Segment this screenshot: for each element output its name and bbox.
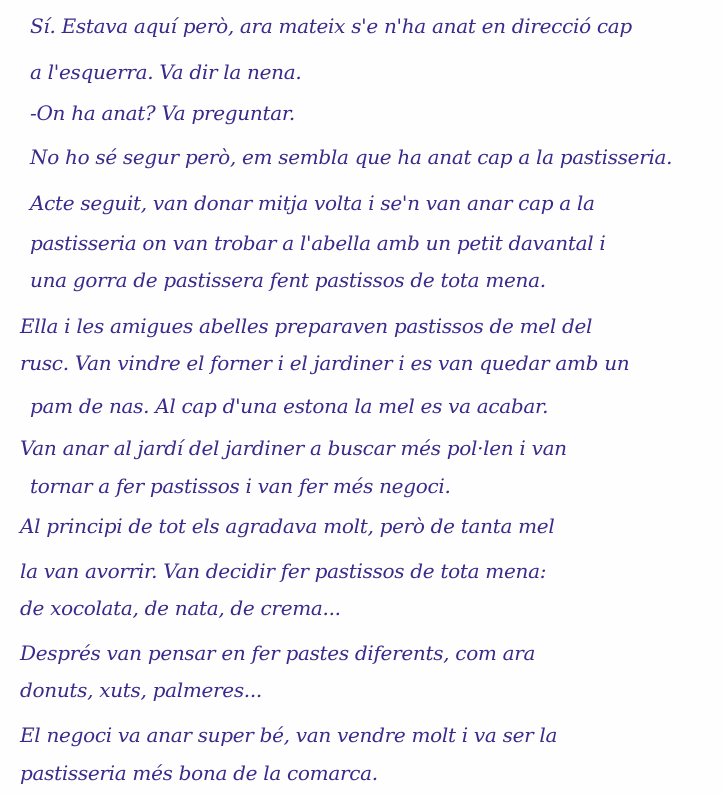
text-line-13: Al principi de tot els agradava molt, però de tanta mel xyxy=(20,514,555,538)
text-line-19: pastisseria més bona de la comarca. xyxy=(20,761,378,785)
text-line-12: tornar a fer pastissos i van fer més negoci. xyxy=(30,474,451,498)
text-line-8: Ella i les amigues abelles preparaven pastissos de mel del xyxy=(20,314,593,338)
text-line-3: -On ha anat? Va preguntar. xyxy=(30,101,295,125)
text-line-1: Sí. Estava aquí però, ara mateix s'e n'ha anat en direcció cap xyxy=(30,14,632,38)
text-line-5: Acte seguit, van donar mitja volta i se'n van anar cap a la xyxy=(30,191,595,215)
text-line-17: donuts, xuts, palmeres... xyxy=(20,678,262,702)
text-line-9: rusc. Van vindre el forner i el jardiner i es van quedar amb un xyxy=(20,351,630,375)
text-line-14: la van avorrir. Van decidir fer pastissos de tota mena: xyxy=(20,559,547,583)
text-line-4: No ho sé segur però, em sembla que ha anat cap a la pastisseria. xyxy=(30,145,673,169)
text-line-10: pam de nas. Al cap d'una estona la mel es va acabar. xyxy=(30,394,549,418)
text-line-2: a l'esquerra. Va dir la nena. xyxy=(30,60,302,84)
text-line-16: Després van pensar en fer pastes diferents, com ara xyxy=(20,641,536,665)
text-line-7: una gorra de pastissera fent pastissos de tota mena. xyxy=(30,268,546,292)
text-line-6: pastisseria on van trobar a l'abella amb un petit davantal i xyxy=(30,231,606,255)
text-line-11: Van anar al jardí del jardiner a buscar més pol·len i van xyxy=(20,436,567,460)
text-line-18: El negoci va anar super bé, van vendre molt i va ser la xyxy=(20,723,558,747)
text-line-15: de xocolata, de nata, de crema... xyxy=(20,596,341,620)
